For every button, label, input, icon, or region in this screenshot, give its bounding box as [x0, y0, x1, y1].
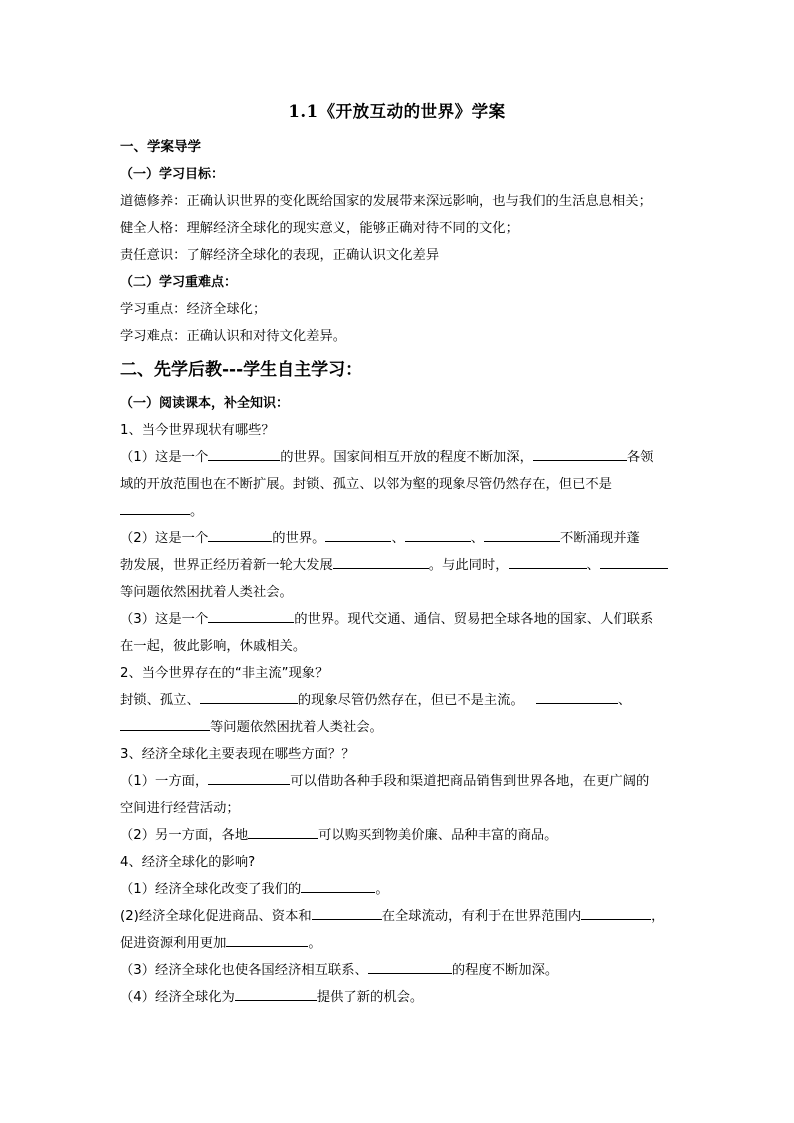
text: 、: [391, 531, 405, 546]
text: 。: [190, 504, 204, 519]
goal-line: 责任意识：了解经济全球化的表现，正确认识文化差异: [120, 248, 440, 263]
fill-line: [120, 768, 675, 795]
text: （2）另一方面，各地: [120, 828, 249, 843]
goals-heading: （一）学习目标：: [120, 167, 225, 182]
text: 不断涌现并蓬: [560, 531, 640, 546]
text: 的世界。现代交通、通信、贸易把全球各地的国家、人们联系: [294, 612, 654, 627]
text: （4）经济全球化为: [120, 990, 235, 1005]
text: (2)经济全球化促进商品、资本和: [120, 909, 312, 924]
text: 。与此同时，: [428, 558, 509, 573]
section-heading-self-study: 二、先学后教---学生自主学习：: [120, 360, 363, 380]
answer-blank[interactable]: [333, 554, 429, 569]
text: ，: [651, 909, 665, 924]
text: 促进资源利用更加: [120, 936, 227, 951]
answer-blank[interactable]: [200, 689, 298, 704]
answer-blank[interactable]: [301, 878, 375, 893]
fill-line: [120, 876, 675, 903]
goal-line: 道德修养：正确认识世界的变化既给国家的发展带来深远影响，也与我们的生活息息相关；: [120, 194, 652, 209]
fill-line: [120, 444, 675, 471]
answer-blank[interactable]: [405, 527, 471, 542]
fill-line: [120, 957, 675, 984]
answer-blank[interactable]: [325, 527, 391, 542]
text: （3）这是一个: [120, 612, 209, 627]
key-point-line: 学习重点：经济全球化；: [120, 302, 267, 317]
answer-blank[interactable]: [208, 608, 294, 623]
answer-blank[interactable]: [600, 554, 668, 569]
answer-blank[interactable]: [368, 959, 452, 974]
text: 。: [375, 882, 389, 897]
answer-blank[interactable]: [120, 716, 210, 731]
fill-line: [120, 984, 675, 1011]
key-points-heading: （二）学习重难点：: [120, 275, 238, 290]
answer-blank[interactable]: [312, 905, 382, 920]
answer-blank[interactable]: [248, 824, 318, 839]
text: 各领: [626, 450, 654, 465]
fill-line: [120, 552, 675, 579]
answer-blank[interactable]: [509, 554, 587, 569]
key-point-line: 学习难点：正确认识和对待文化差异。: [120, 329, 347, 344]
text: 、: [617, 693, 632, 708]
fill-line: [120, 687, 675, 714]
text: 。: [308, 936, 322, 951]
text: 的程度不断加深。: [451, 963, 559, 978]
text: 可以借助各种手段和渠道把商品销售到世界各地，在更广阔的: [290, 774, 650, 789]
fill-line: [120, 822, 675, 849]
text: （1）经济全球化改变了我们的: [120, 882, 302, 897]
text: 勃发展，世界正经历着新一轮大发展: [120, 558, 333, 573]
fill-line: 等问题依然困扰着人类社会。: [120, 585, 293, 600]
section-heading-guide: 一、学案导学: [120, 139, 201, 155]
text: 可以购买到物美价廉、品种丰富的商品。: [318, 828, 558, 843]
text: （3）经济全球化也使各国经济相互联系、: [120, 963, 368, 978]
text: 等问题依然困扰着人类社会。: [210, 720, 383, 735]
text: （1）这是一个: [120, 450, 209, 465]
answer-blank[interactable]: [226, 932, 308, 947]
answer-blank[interactable]: [208, 446, 280, 461]
text: 的世界。: [272, 531, 326, 546]
text: 的现象尽管仍然存在，但已不是主流。: [297, 693, 524, 708]
text: 在全球流动，有利于在世界范围内: [381, 909, 582, 924]
question-title: 3、经济全球化主要表现在哪些方面？？: [120, 747, 355, 762]
fill-line: [120, 498, 675, 525]
text: 提供了新的机会。: [316, 990, 424, 1005]
question-title: 4、经济全球化的影响?: [120, 855, 256, 870]
answer-blank[interactable]: [120, 500, 190, 515]
fill-line: [120, 525, 675, 552]
text: 、: [586, 558, 600, 573]
fill-line: [120, 930, 675, 957]
text: （1）一方面，: [120, 774, 209, 789]
answer-blank[interactable]: [581, 905, 651, 920]
document-body: [120, 134, 675, 1011]
question-title: 2、当今世界存在的“非主流”现象？: [120, 666, 329, 681]
fill-line: 域的开放范围也在不断扩展。封锁、孤立、以邻为壑的现象尽管仍然存在，但已不是: [120, 477, 612, 492]
text: 的世界。国家间相互开放的程度不断加深，: [280, 450, 533, 465]
answer-blank[interactable]: [208, 770, 290, 785]
answer-blank[interactable]: [536, 689, 618, 704]
answer-blank[interactable]: [533, 446, 627, 461]
text: 、: [470, 531, 485, 546]
text: （2）这是一个: [120, 531, 209, 546]
answer-blank[interactable]: [235, 986, 317, 1001]
fill-line: [120, 606, 675, 633]
text: 封锁、孤立、: [120, 693, 200, 708]
fill-line: [120, 714, 675, 741]
question-title: 1、当今世界现状有哪些？: [120, 423, 275, 438]
answer-blank[interactable]: [208, 527, 272, 542]
reading-heading: （一）阅读课本，补全知识：: [120, 396, 290, 411]
fill-line: 空间进行经营活动；: [120, 801, 240, 816]
goal-line: 健全人格：理解经济全球化的现实意义，能够正确对待不同的文化；: [120, 221, 519, 236]
answer-blank[interactable]: [484, 527, 560, 542]
fill-line: [120, 903, 675, 930]
fill-line: 在一起，彼此影响，休戚相关。: [120, 639, 307, 654]
page-title: 1.1《开放互动的世界》学案: [288, 102, 506, 121]
